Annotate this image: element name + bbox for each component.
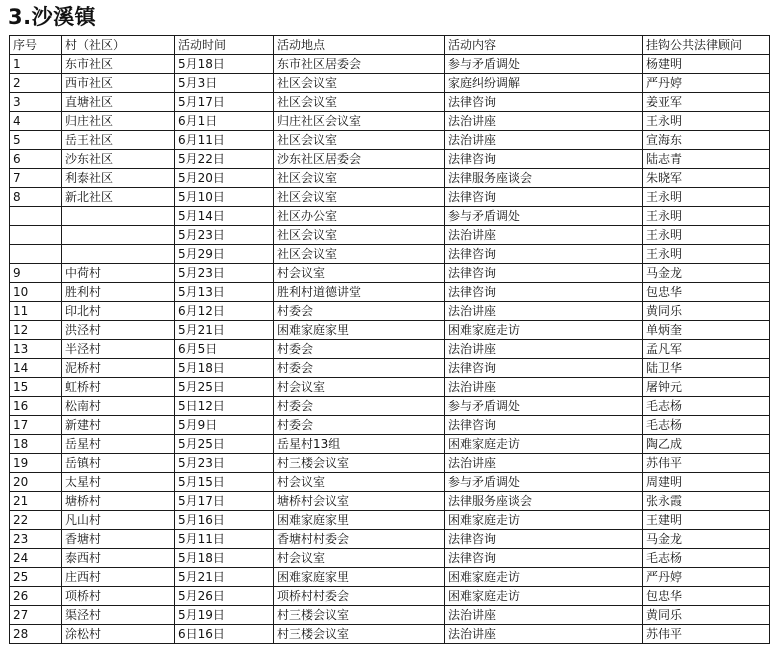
advisor-cell: 王建明 (643, 511, 770, 530)
location-cell: 项桥村村委会 (274, 587, 445, 606)
location-cell: 社区会议室 (274, 169, 445, 188)
location-cell: 社区会议室 (274, 226, 445, 245)
time-cell: 5月16日 (175, 511, 274, 530)
row-index: 20 (10, 473, 62, 492)
header-location: 活动地点 (274, 36, 445, 55)
table-row (10, 74, 770, 93)
location-cell: 村三楼会议室 (274, 625, 445, 644)
village-cell: 泰西村 (62, 549, 175, 568)
village-cell (62, 226, 175, 245)
advisor-cell: 王永明 (643, 245, 770, 264)
table-row (10, 435, 770, 454)
content-cell: 困难家庭走访 (445, 587, 643, 606)
advisor-cell: 朱晓军 (643, 169, 770, 188)
village-cell: 庄西村 (62, 568, 175, 587)
village-cell: 岳王社区 (62, 131, 175, 150)
advisor-cell: 单炳奎 (643, 321, 770, 340)
location-cell: 东市社区居委会 (274, 55, 445, 74)
advisor-cell: 周建明 (643, 473, 770, 492)
content-cell: 法律咨询 (445, 549, 643, 568)
advisor-cell: 杨建明 (643, 55, 770, 74)
row-index (10, 245, 62, 264)
content-cell: 法治讲座 (445, 378, 643, 397)
row-index: 12 (10, 321, 62, 340)
header-time: 活动时间 (175, 36, 274, 55)
village-cell: 泥桥村 (62, 359, 175, 378)
content-cell: 法律咨询 (445, 150, 643, 169)
time-cell: 5月22日 (175, 150, 274, 169)
table-row (10, 321, 770, 340)
table-row (10, 454, 770, 473)
village-cell: 西市社区 (62, 74, 175, 93)
time-cell: 5月29日 (175, 245, 274, 264)
content-cell: 参与矛盾调处 (445, 473, 643, 492)
content-cell: 困难家庭走访 (445, 511, 643, 530)
row-index (10, 226, 62, 245)
content-cell: 法律咨询 (445, 359, 643, 378)
village-cell (62, 207, 175, 226)
content-cell: 法治讲座 (445, 112, 643, 131)
table-body (10, 55, 770, 644)
village-cell: 东市社区 (62, 55, 175, 74)
advisor-cell: 毛志杨 (643, 549, 770, 568)
village-cell: 虹桥村 (62, 378, 175, 397)
village-cell: 沙东社区 (62, 150, 175, 169)
page-title: 3.沙溪镇 (8, 5, 97, 29)
location-cell: 归庄社区会议室 (274, 112, 445, 131)
time-cell: 5月15日 (175, 473, 274, 492)
row-index: 18 (10, 435, 62, 454)
table-row (10, 169, 770, 188)
table-row (10, 188, 770, 207)
location-cell: 村委会 (274, 359, 445, 378)
content-cell: 法治讲座 (445, 340, 643, 359)
location-cell: 村会议室 (274, 473, 445, 492)
row-index: 15 (10, 378, 62, 397)
time-cell: 5月25日 (175, 435, 274, 454)
village-cell: 项桥村 (62, 587, 175, 606)
location-cell: 胜利村道德讲堂 (274, 283, 445, 302)
time-cell: 6月11日 (175, 131, 274, 150)
advisor-cell: 包忠华 (643, 587, 770, 606)
table-row (10, 112, 770, 131)
row-index: 16 (10, 397, 62, 416)
row-index: 3 (10, 93, 62, 112)
content-cell: 法律咨询 (445, 416, 643, 435)
content-cell: 法治讲座 (445, 606, 643, 625)
table-row (10, 207, 770, 226)
content-cell: 法律咨询 (445, 245, 643, 264)
row-index: 22 (10, 511, 62, 530)
content-cell: 困难家庭走访 (445, 435, 643, 454)
table-row (10, 93, 770, 112)
time-cell: 5月18日 (175, 55, 274, 74)
village-cell: 洪泾村 (62, 321, 175, 340)
location-cell: 村委会 (274, 397, 445, 416)
time-cell: 5月21日 (175, 321, 274, 340)
header-row (10, 36, 770, 55)
advisor-cell: 黄同乐 (643, 606, 770, 625)
table-row (10, 492, 770, 511)
content-cell: 法律服务座谈会 (445, 169, 643, 188)
location-cell: 社区会议室 (274, 74, 445, 93)
row-index: 19 (10, 454, 62, 473)
location-cell: 沙东社区居委会 (274, 150, 445, 169)
table-row (10, 397, 770, 416)
time-cell: 5月25日 (175, 378, 274, 397)
row-index: 21 (10, 492, 62, 511)
village-cell: 塘桥村 (62, 492, 175, 511)
advisor-cell: 毛志杨 (643, 397, 770, 416)
table-row (10, 340, 770, 359)
time-cell: 5月9日 (175, 416, 274, 435)
row-index: 10 (10, 283, 62, 302)
row-index: 6 (10, 150, 62, 169)
location-cell: 塘桥村会议室 (274, 492, 445, 511)
village-cell: 凡山村 (62, 511, 175, 530)
village-cell: 直塘社区 (62, 93, 175, 112)
time-cell: 6月5日 (175, 340, 274, 359)
time-cell: 5月17日 (175, 492, 274, 511)
row-index: 1 (10, 55, 62, 74)
location-cell: 困难家庭家里 (274, 568, 445, 587)
location-cell: 困难家庭家里 (274, 321, 445, 340)
row-index (10, 207, 62, 226)
village-cell: 新北社区 (62, 188, 175, 207)
content-cell: 法治讲座 (445, 131, 643, 150)
content-cell: 法治讲座 (445, 625, 643, 644)
table-row (10, 378, 770, 397)
location-cell: 村委会 (274, 416, 445, 435)
location-cell: 村委会 (274, 302, 445, 321)
row-index: 11 (10, 302, 62, 321)
location-cell: 村三楼会议室 (274, 454, 445, 473)
advisor-cell: 严丹婷 (643, 74, 770, 93)
row-index: 24 (10, 549, 62, 568)
location-cell: 岳星村13组 (274, 435, 445, 454)
location-cell: 香塘村村委会 (274, 530, 445, 549)
location-cell: 社区会议室 (274, 188, 445, 207)
row-index: 23 (10, 530, 62, 549)
village-cell (62, 245, 175, 264)
schedule-table (9, 35, 770, 644)
table-row (10, 283, 770, 302)
time-cell: 5月17日 (175, 93, 274, 112)
content-cell: 法律咨询 (445, 283, 643, 302)
table-row (10, 359, 770, 378)
advisor-cell: 王永明 (643, 207, 770, 226)
village-cell: 渠泾村 (62, 606, 175, 625)
content-cell: 困难家庭走访 (445, 568, 643, 587)
table-row (10, 264, 770, 283)
advisor-cell: 陶乙成 (643, 435, 770, 454)
village-cell: 利泰社区 (62, 169, 175, 188)
content-cell: 家庭纠纷调解 (445, 74, 643, 93)
advisor-cell: 王永明 (643, 112, 770, 131)
advisor-cell: 苏伟平 (643, 625, 770, 644)
location-cell: 村会议室 (274, 264, 445, 283)
location-cell: 困难家庭家里 (274, 511, 445, 530)
location-cell: 社区会议室 (274, 131, 445, 150)
row-index: 8 (10, 188, 62, 207)
row-index: 26 (10, 587, 62, 606)
table-row (10, 416, 770, 435)
time-cell: 6月12日 (175, 302, 274, 321)
row-index: 13 (10, 340, 62, 359)
table-row (10, 587, 770, 606)
advisor-cell: 毛志杨 (643, 416, 770, 435)
advisor-cell: 包忠华 (643, 283, 770, 302)
content-cell: 参与矛盾调处 (445, 397, 643, 416)
time-cell: 5月23日 (175, 226, 274, 245)
time-cell: 5月18日 (175, 359, 274, 378)
table-row (10, 245, 770, 264)
time-cell: 5月21日 (175, 568, 274, 587)
header-village: 村（社区） (62, 36, 175, 55)
row-index: 17 (10, 416, 62, 435)
table-row (10, 131, 770, 150)
content-cell: 参与矛盾调处 (445, 207, 643, 226)
location-cell: 社区办公室 (274, 207, 445, 226)
content-cell: 法律服务座谈会 (445, 492, 643, 511)
advisor-cell: 马金龙 (643, 530, 770, 549)
time-cell: 5月14日 (175, 207, 274, 226)
advisor-cell: 陆卫华 (643, 359, 770, 378)
advisor-cell: 姜亚军 (643, 93, 770, 112)
village-cell: 胜利村 (62, 283, 175, 302)
row-index: 9 (10, 264, 62, 283)
row-index: 27 (10, 606, 62, 625)
content-cell: 法律咨询 (445, 264, 643, 283)
row-index: 14 (10, 359, 62, 378)
advisor-cell: 王永明 (643, 188, 770, 207)
advisor-cell: 王永明 (643, 226, 770, 245)
time-cell: 5月13日 (175, 283, 274, 302)
village-cell: 太星村 (62, 473, 175, 492)
row-index: 25 (10, 568, 62, 587)
location-cell: 村三楼会议室 (274, 606, 445, 625)
table-row (10, 625, 770, 644)
time-cell: 5月10日 (175, 188, 274, 207)
row-index: 4 (10, 112, 62, 131)
village-cell: 涂松村 (62, 625, 175, 644)
village-cell: 香塘村 (62, 530, 175, 549)
header-content: 活动内容 (445, 36, 643, 55)
advisor-cell: 严丹婷 (643, 568, 770, 587)
village-cell: 半泾村 (62, 340, 175, 359)
location-cell: 社区会议室 (274, 245, 445, 264)
time-cell: 5月11日 (175, 530, 274, 549)
table-row (10, 55, 770, 74)
content-cell: 法律咨询 (445, 188, 643, 207)
time-cell: 5月3日 (175, 74, 274, 93)
content-cell: 法治讲座 (445, 302, 643, 321)
village-cell: 中荷村 (62, 264, 175, 283)
village-cell: 松南村 (62, 397, 175, 416)
location-cell: 村会议室 (274, 549, 445, 568)
header-advisor: 挂钩公共法律顾问 (643, 36, 770, 55)
advisor-cell: 孟凡军 (643, 340, 770, 359)
header-index: 序号 (10, 36, 62, 55)
advisor-cell: 黄同乐 (643, 302, 770, 321)
advisor-cell: 宣海东 (643, 131, 770, 150)
time-cell: 5月26日 (175, 587, 274, 606)
row-index: 2 (10, 74, 62, 93)
advisor-cell: 屠钟元 (643, 378, 770, 397)
table-row (10, 549, 770, 568)
content-cell: 法治讲座 (445, 454, 643, 473)
row-index: 28 (10, 625, 62, 644)
village-cell: 岳星村 (62, 435, 175, 454)
village-cell: 印北村 (62, 302, 175, 321)
table-row (10, 530, 770, 549)
table-row (10, 302, 770, 321)
row-index: 5 (10, 131, 62, 150)
content-cell: 困难家庭走访 (445, 321, 643, 340)
time-cell: 6月1日 (175, 112, 274, 131)
advisor-cell: 张永霞 (643, 492, 770, 511)
advisor-cell: 马金龙 (643, 264, 770, 283)
content-cell: 法治讲座 (445, 226, 643, 245)
time-cell: 5月23日 (175, 264, 274, 283)
location-cell: 社区会议室 (274, 93, 445, 112)
table-header (10, 36, 770, 55)
location-cell: 村会议室 (274, 378, 445, 397)
time-cell: 5日12日 (175, 397, 274, 416)
table-row (10, 150, 770, 169)
table-row (10, 511, 770, 530)
content-cell: 参与矛盾调处 (445, 55, 643, 74)
table-row (10, 606, 770, 625)
time-cell: 6日16日 (175, 625, 274, 644)
table-row (10, 226, 770, 245)
village-cell: 归庄社区 (62, 112, 175, 131)
advisor-cell: 陆志青 (643, 150, 770, 169)
village-cell: 岳镇村 (62, 454, 175, 473)
table-row (10, 568, 770, 587)
time-cell: 5月20日 (175, 169, 274, 188)
content-cell: 法律咨询 (445, 93, 643, 112)
location-cell: 村委会 (274, 340, 445, 359)
village-cell: 新建村 (62, 416, 175, 435)
table-row (10, 473, 770, 492)
time-cell: 5月23日 (175, 454, 274, 473)
time-cell: 5月18日 (175, 549, 274, 568)
advisor-cell: 苏伟平 (643, 454, 770, 473)
content-cell: 法律咨询 (445, 530, 643, 549)
time-cell: 5月19日 (175, 606, 274, 625)
row-index: 7 (10, 169, 62, 188)
